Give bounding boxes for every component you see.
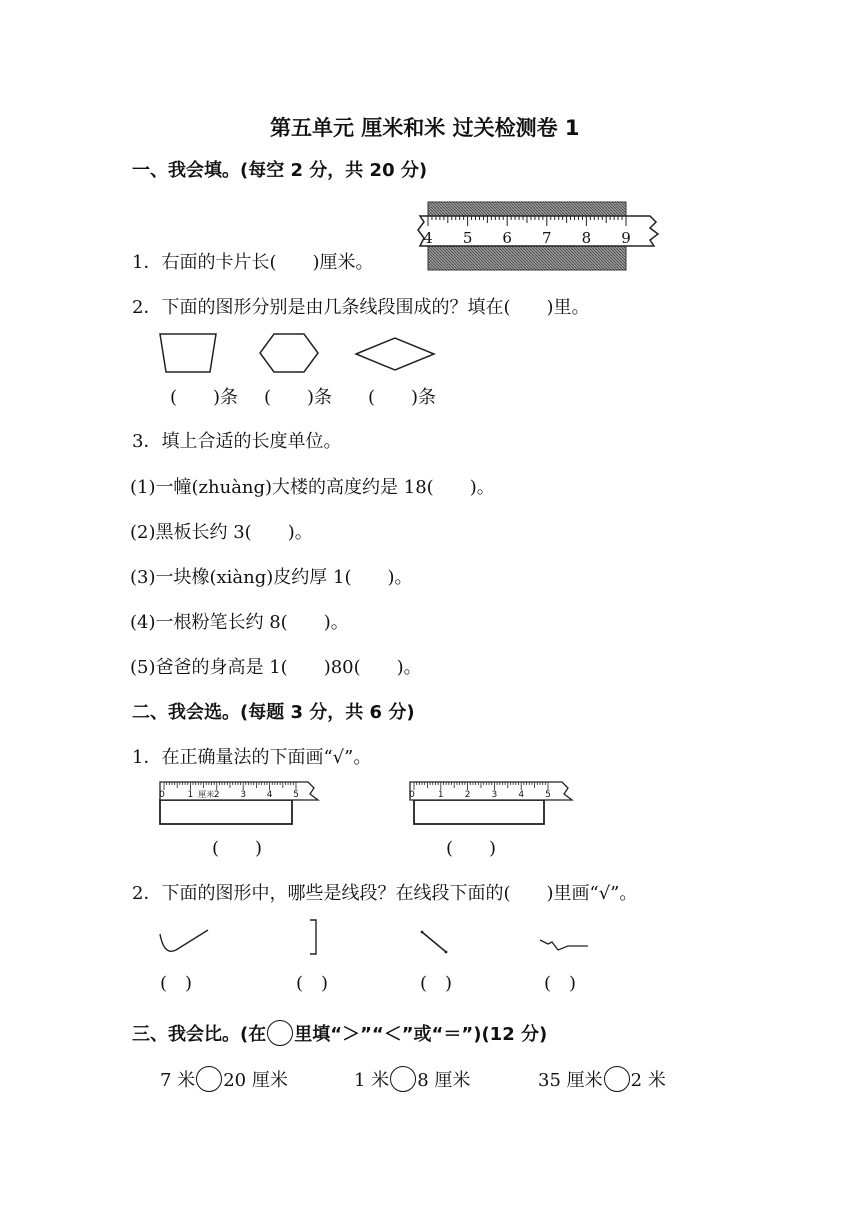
ruler-label: 5 xyxy=(545,790,551,800)
ruler-label: 1 xyxy=(187,790,194,800)
q1-2-text: 2．下面的图形分别是由几条线段围成的？填在( )里。 xyxy=(132,297,590,318)
rhombus-icon xyxy=(354,336,436,372)
ruler-measure-a xyxy=(158,778,324,828)
q1-2-answer-3[interactable]: ( )条 xyxy=(368,387,437,408)
compare-item-1 xyxy=(160,1066,288,1092)
q2-2-answer-4[interactable]: ( ) xyxy=(544,973,577,994)
section-2-heading: 二、我会选。(每题 3 分，共 6 分) xyxy=(132,702,415,723)
ruler-label: 2 xyxy=(213,790,220,800)
q2-2-answer-3[interactable]: ( ) xyxy=(420,973,453,994)
q2-2-answer-1[interactable]: ( ) xyxy=(160,973,193,994)
compare-right: 8 厘米 xyxy=(417,1070,471,1091)
q1-3-text: 3．填上合适的长度单位。 xyxy=(132,431,342,452)
section-1-heading: 一、我会填。(每空 2 分，共 20 分) xyxy=(132,160,428,181)
q2-1-answer-1[interactable]: ( ) xyxy=(212,838,263,859)
ruler-label: 7 xyxy=(542,229,552,247)
segment-line-icon xyxy=(420,930,450,956)
q2-1-answer-2[interactable]: ( ) xyxy=(446,838,497,859)
compare-left: 7 米 xyxy=(160,1070,196,1091)
q2-1-text: 1．在正确量法的下面画“√”。 xyxy=(132,747,372,768)
curve-line-icon xyxy=(158,926,212,958)
ruler-label: 5 xyxy=(293,790,299,800)
q1-3-item-4[interactable]: (4)一根粉笔长约 8( )。 xyxy=(130,612,349,633)
ruler-label: 0 xyxy=(409,790,415,800)
q1-1-text: 1．右面的卡片长( )厘米。 xyxy=(132,252,374,273)
ruler-label: 0 xyxy=(159,790,165,800)
ruler-unit-label: 厘米 xyxy=(198,790,215,799)
ruler-label: 6 xyxy=(502,229,512,247)
compare-item-3 xyxy=(538,1066,666,1092)
ruler-label: 4 xyxy=(423,229,433,247)
compare-circle-3[interactable] xyxy=(604,1066,630,1092)
section-3-heading-part-a: 三、我会比。(在 xyxy=(132,1024,267,1045)
ruler-label: 4 xyxy=(266,790,273,800)
compare-left: 35 厘米 xyxy=(538,1070,603,1091)
ruler-measure-b xyxy=(408,778,578,828)
ruler-label: 3 xyxy=(491,790,498,800)
measured-bar-b xyxy=(414,800,544,824)
q2-2-text: 2．下面的图形中，哪些是线段？在线段下面的( )里画“√”。 xyxy=(132,883,638,904)
measured-bar-a xyxy=(160,800,292,824)
ruler-label: 4 xyxy=(518,790,525,800)
q1-2-answer-2[interactable]: ( )条 xyxy=(264,387,333,408)
ruler-label: 8 xyxy=(581,229,592,247)
compare-circle-1[interactable] xyxy=(196,1066,222,1092)
broken-line-icon xyxy=(538,936,592,956)
ruler-label: 1 xyxy=(437,790,444,800)
q1-3-item-3[interactable]: (3)一块橡(xiàng)皮约厚 1( )。 xyxy=(130,567,413,588)
compare-item-2 xyxy=(354,1066,470,1092)
compare-circle-2[interactable] xyxy=(390,1066,416,1092)
section-3-heading-part-b: 里填“＞”“＜”或“＝”)(12 分) xyxy=(294,1024,548,1045)
hexagon-icon xyxy=(258,332,320,374)
ruler-label: 2 xyxy=(464,790,471,800)
ruler-label: 9 xyxy=(621,229,631,247)
q1-3-item-1[interactable]: (1)一幢(zhuàng)大楼的高度约是 18( )。 xyxy=(130,477,495,498)
page-title: 第五单元 厘米和米 过关检测卷 1 xyxy=(270,116,580,140)
ruler-card-figure xyxy=(418,200,668,272)
bracket-line-icon xyxy=(308,918,322,958)
ruler-label: 5 xyxy=(462,229,473,247)
section-3-heading xyxy=(132,1020,547,1046)
ruler-label: 3 xyxy=(240,790,247,800)
circle-blank-icon xyxy=(267,1020,293,1046)
q1-3-item-2[interactable]: (2)黑板长约 3( )。 xyxy=(130,522,313,543)
trapezoid-icon xyxy=(158,332,218,374)
compare-left: 1 米 xyxy=(354,1070,390,1091)
compare-right: 2 米 xyxy=(630,1070,666,1091)
compare-right: 20 厘米 xyxy=(223,1070,288,1091)
q1-3-item-5[interactable]: (5)爸爸的身高是 1( )80( )。 xyxy=(130,657,422,678)
q1-2-answer-1[interactable]: ( )条 xyxy=(170,387,239,408)
q2-2-answer-2[interactable]: ( ) xyxy=(296,973,329,994)
